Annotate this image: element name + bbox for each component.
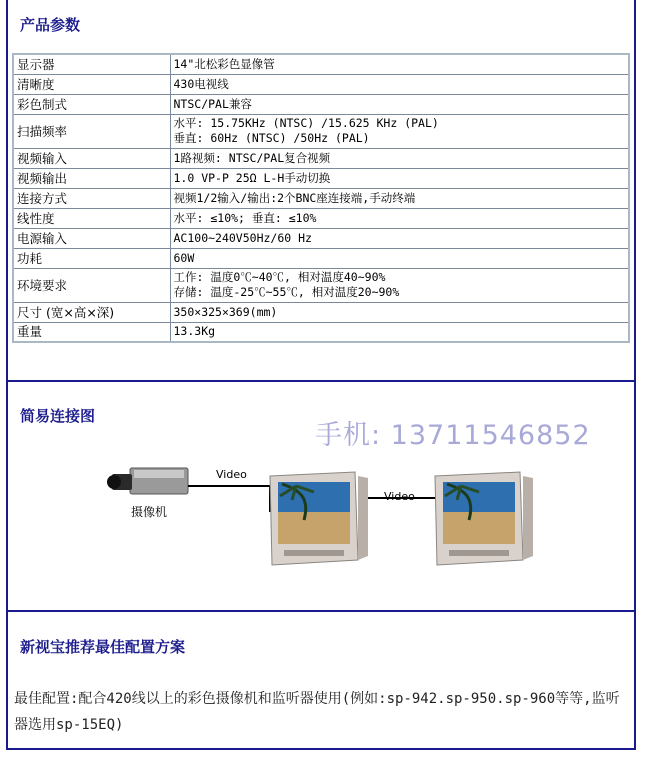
spec-key: 视频输入 xyxy=(13,148,170,168)
spec-value-line: 存储: 温度-25℃~55℃, 相对温度20~90% xyxy=(173,285,400,299)
spec-key: 扫描频率 xyxy=(13,114,170,148)
spec-key: 电源输入 xyxy=(13,228,170,248)
spec-row xyxy=(13,188,629,208)
spec-value-line: 1.0 VP-P 25Ω L-H手动切换 xyxy=(173,170,331,185)
spec-value xyxy=(170,268,629,302)
spec-key: 重量 xyxy=(13,322,170,342)
spec-value-line: 1路视频: NTSC/PAL复合视频 xyxy=(173,150,331,165)
spec-value-line: 60W xyxy=(173,250,195,265)
spec-value-line: 水平: 15.75KHz (NTSC) /15.625 KHz (PAL) xyxy=(173,116,439,130)
spec-row xyxy=(13,114,629,148)
spec-value xyxy=(170,94,629,114)
spec-value-line: 13.3Kg xyxy=(173,324,216,339)
section-title-params: 产品参数 xyxy=(20,16,81,34)
video-label-2: Video xyxy=(384,490,415,503)
phone-number: 手机: 13711546852 xyxy=(315,420,591,451)
monitor-icon-2 xyxy=(435,472,533,565)
spec-key: 显示器 xyxy=(13,54,170,74)
spec-row xyxy=(13,208,629,228)
spec-row xyxy=(13,148,629,168)
spec-value xyxy=(170,148,629,168)
spec-row xyxy=(13,168,629,188)
spec-key: 彩色制式 xyxy=(13,94,170,114)
spec-key: 线性度 xyxy=(13,208,170,228)
spec-value-line: 350×325×369(mm) xyxy=(173,304,278,319)
spec-value xyxy=(170,208,629,228)
spec-row xyxy=(13,94,629,114)
spec-key: 尺寸 (宽×高×深) xyxy=(13,302,170,322)
spec-value xyxy=(170,74,629,94)
spec-value-line: 14"北松彩色显像管 xyxy=(173,56,275,71)
camera-label: 摄像机 xyxy=(131,505,168,519)
recommendation-text: 最佳配置:配合420线以上的彩色摄像机和监听器使用(例如:sp-942.sp-950.sp-960等等,监听器选用sp-15EQ) xyxy=(14,691,620,733)
spec-key: 功耗 xyxy=(13,248,170,268)
spec-row xyxy=(13,74,629,94)
connection-diagram xyxy=(100,420,620,590)
spec-value xyxy=(170,248,629,268)
spec-value-line: 工作: 温度0℃~40℃, 相对温度40~90% xyxy=(173,270,386,284)
spec-key: 环境要求 xyxy=(13,268,170,302)
spec-key: 连接方式 xyxy=(13,188,170,208)
monitor-icon-1 xyxy=(270,472,368,565)
cable-line-1 xyxy=(188,486,272,510)
spec-value xyxy=(170,54,629,74)
camera-icon xyxy=(107,468,188,494)
spec-row xyxy=(13,228,629,248)
section-title-diagram: 简易连接图 xyxy=(20,407,96,425)
spec-value xyxy=(170,322,629,342)
spec-key: 清晰度 xyxy=(13,74,170,94)
spec-row xyxy=(13,302,629,322)
spec-key: 视频输出 xyxy=(13,168,170,188)
spec-value xyxy=(170,114,629,148)
spec-value xyxy=(170,228,629,248)
section-divider xyxy=(6,380,636,382)
section-title-recommend: 新视宝推荐最佳配置方案 xyxy=(20,638,186,656)
spec-row xyxy=(13,268,629,302)
spec-value-line: 垂直: 60Hz (NTSC) /50Hz (PAL) xyxy=(173,131,370,145)
spec-value-line: 水平: ≤10%; 垂直: ≤10% xyxy=(173,210,317,225)
spec-value-line: NTSC/PAL兼容 xyxy=(173,96,252,111)
spec-table xyxy=(12,53,630,343)
section-divider xyxy=(6,610,636,612)
spec-value-line: 视频1/2输入/输出:2个BNC座连接端,手动终端 xyxy=(173,190,416,205)
spec-value xyxy=(170,188,629,208)
spec-row xyxy=(13,54,629,74)
spec-value-line: AC100~240V50Hz/60 Hz xyxy=(173,230,312,245)
spec-row xyxy=(13,248,629,268)
spec-row xyxy=(13,322,629,342)
video-label-1: Video xyxy=(216,468,247,481)
spec-value xyxy=(170,168,629,188)
spec-value xyxy=(170,302,629,322)
spec-value-line: 430电视线 xyxy=(173,76,229,91)
